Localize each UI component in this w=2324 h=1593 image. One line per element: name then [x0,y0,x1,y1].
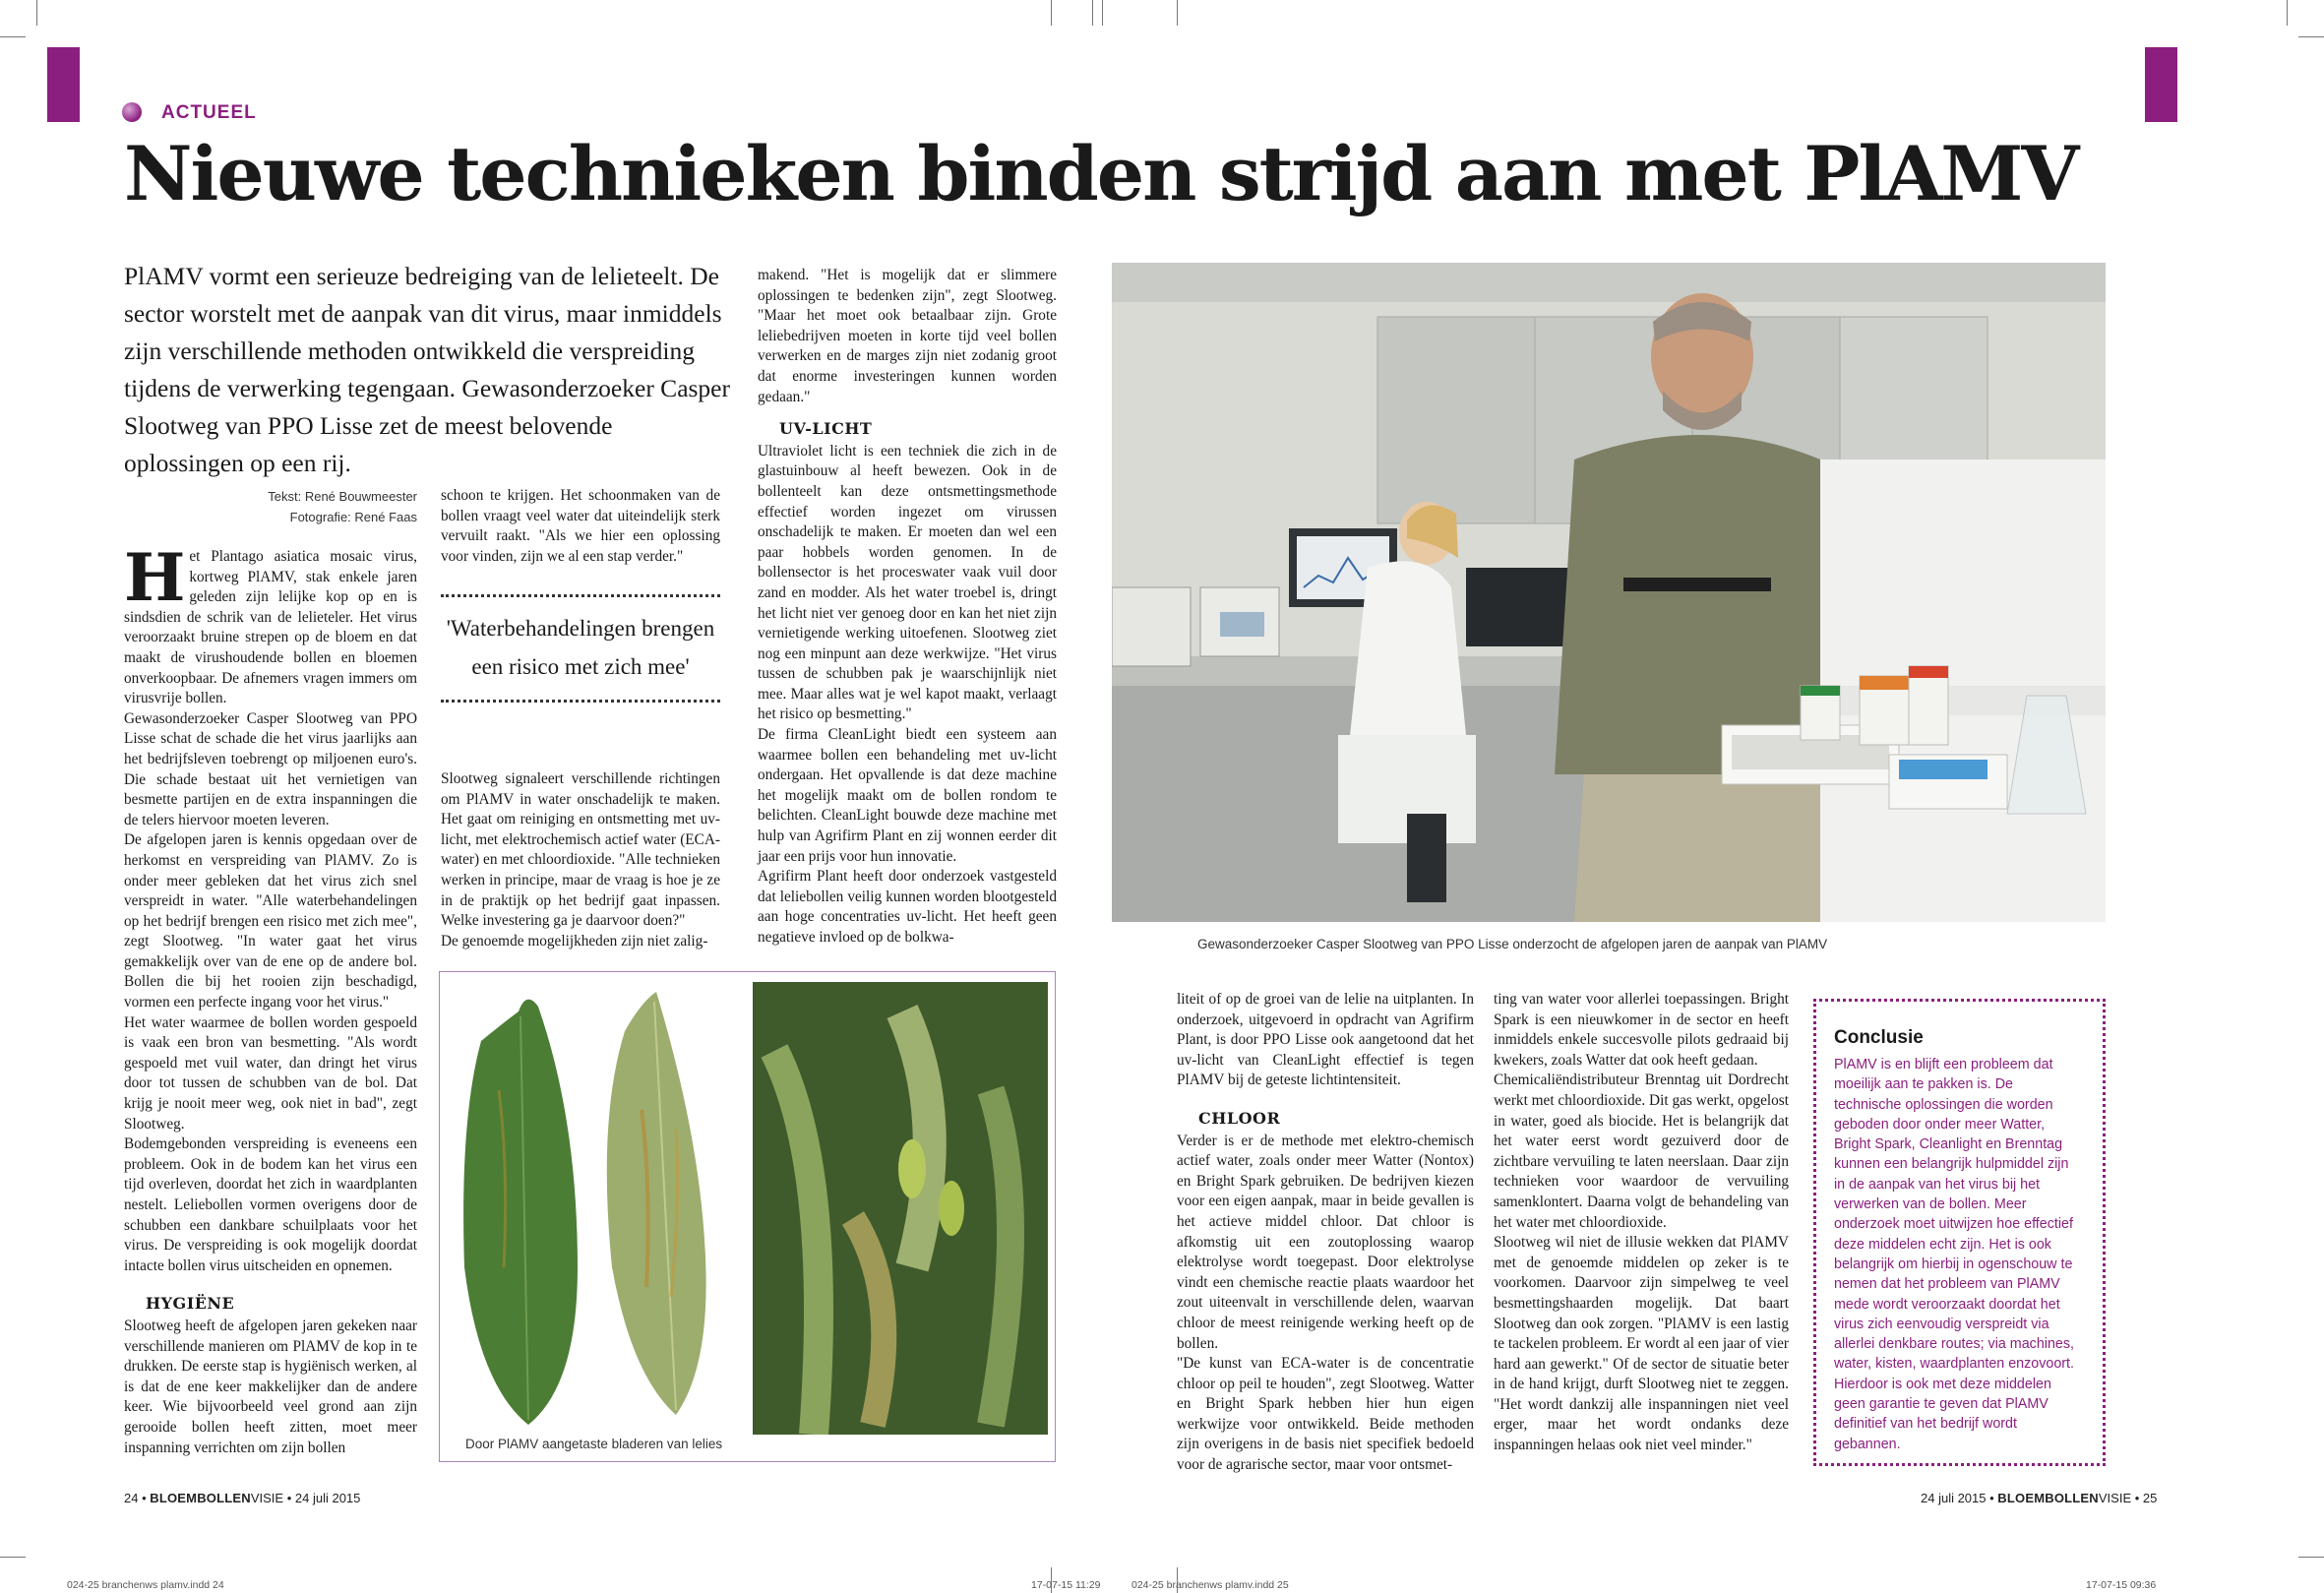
issue-date-right: 24 juli 2015 • [1921,1491,1994,1505]
crop-mark [1177,0,1178,26]
leaf-figure [439,971,1056,1462]
article-column-4 [1177,990,1474,1476]
section-label: ACTUEEL [161,102,257,123]
paragraph: ting van water voor allerlei toepassingen. Bright Spark is een nieuwkomer in de sector en heeft inmiddels enkele succesvolle pilots gedraaid bij kwekers, zoals Watter dat ook heeft gedaan. [1494,991,1789,1069]
paragraph: De genoemde mogelijkheden zijn niet zalig- [441,932,708,950]
issue-date-left: • 24 juli 2015 [286,1491,361,1505]
subheading-uv: UV-LICHT [779,419,873,439]
crop-mark [0,36,26,37]
slug-file-left: 024-25 branchenws plamv.indd 24 [67,1579,224,1591]
crop-mark [1051,0,1052,26]
article-column-2 [441,486,720,567]
paragraph: Chemicaliëndistributeur Brenntag uit Dordrecht werkt met chloordioxide. Dit gas werkt, opgelost in water, goed als biocide. Het is belangrijk dat het water eerst wordt gezuiverd door de zichtbare vervuiling te laten neerslaan. Daar zijn technieken voor waardoor de vervuiling samenklontert. Daarna volgt de behandeling van het water met chloordioxide. [1494,1072,1789,1231]
magazine-name-suffix: VISIE [2098,1491,2132,1505]
article-column-3 [758,266,1057,949]
crop-mark [36,0,37,26]
folio-right [1921,1491,2157,1505]
paragraph: liteit of op de groei van de lelie na uitplanten. In onderzoek, uitgevoerd in opdracht van Agrifirm Plant, is door PPO Lisse ook aangetoond dat het uv-licht van CleanLight effectief is tegen PlAMV bij de geteste lichtintensiteit. [1177,991,1474,1089]
accent-bar-right [2145,47,2177,122]
magazine-name: BLOEMBOLLEN [1997,1491,2099,1505]
accent-bar-left [47,47,80,122]
slug-file-right: 024-25 branchenws plamv.indd 25 [1131,1579,1289,1591]
paragraph: et Plantago asiatica mosaic virus, kortweg PlAMV, stak enkele jaren geleden zijn lelijke kop op en is sindsdien de schrik van de lelieteler. Het virus veroorzaakt bruine strepen op de bloem en dat maakt de virushoudende bollen en bloemen onverkoopbaar. De afnemers vragen immers om virusvrije bollen. [124,548,417,707]
paragraph: schoon te krijgen. Het schoonmaken van de bollen vraagt veel water dat uiteindelijk sterk vervuilt raakt. "Als we hier een oplossing voor vinden, zijn we al een stap verder." [441,487,720,565]
photo-caption: Gewasonderzoeker Casper Slootweg van PPO Lisse onderzocht de afgelopen jaren de aanpak van PlAMV [1197,937,1828,951]
paragraph: Slootweg heeft de afgelopen jaren gekeken naar verschillende manieren om PlAMV de kop in te drukken. De eerste stap is hygiënisch werken, al is dat de ene keer makkelijker dan de andere keer. Wie bijvoorbeeld veel grond aan zijn gerooide bollen heeft zitten, moet meer inspanning verrichten om zijn bollen [124,1317,417,1456]
page-number-left: 24 • [124,1491,147,1505]
subheading-chloor: CHLOOR [1198,1108,1281,1128]
bullet-icon [122,102,142,122]
paragraph: makend. "Het is mogelijk dat er slimmere oplossingen te bedenken zijn", zegt Slootweg. "Maar het moet ook betaalbaar zijn. Grote leliebedrijven moeten in korte tijd veel bollen verwerken en de marges zijn niet zodanig groot dat enorme investeringen kunnen worden gedaan." [758,267,1057,405]
paragraph: Slootweg signaleert verschillende richtingen om PlAMV in water onschadelijk te maken. Het gaat om reiniging en ontsmetting met uv-licht, met elektrochemisch actief water (ECA-water) en met chloordioxide. "Alle technieken werken in principe, maar de vraag is hoe je ze in de praktijk op het bedrijf gaat inpassen. Welke investering ga je daarvoor doen?" [441,770,720,930]
magazine-name-suffix: VISIE [250,1491,284,1505]
crop-mark [2287,0,2288,26]
subheading-hygiene: HYGIËNE [146,1294,235,1314]
lead-paragraph: PlAMV vormt een serieuze bedreiging van de lelieteelt. De sector worstelt met de aanpak van dit virus, maar inmiddels zijn verschillende methoden ontwikkeld die verspreiding tijdens de verwerking tegengaan. Gewasonderzoeker Casper Slootweg van PPO Lisse zet de meest belovende oplossingen op een rij. [124,262,730,477]
crop-mark [1092,0,1093,26]
slug-time-right: 17-07-15 09:36 [2086,1579,2157,1591]
credits [124,486,417,527]
crop-mark [0,1557,26,1558]
leaf-caption: Door PlAMV aangetaste bladeren van lelies [465,1437,723,1451]
paragraph: De afgelopen jaren is kennis opgedaan over de herkomst en verspreiding van PlAMV. Zo is onder meer gebleken dat het virus zich snel verspreidt in water. "Alle waterbehandelingen op het bedrijf brengen een risico met zich mee", zegt Slootweg. "In water gaat het virus gemakkelijk over van de ene op de andere bol. Bollen die bij het rooien zijn beschadigd, vormen een perfecte ingang voor het virus." [124,831,417,1011]
pull-quote: 'Waterbehandelingen brengen een risico met zich mee' [441,594,720,703]
paragraph: "De kunst van ECA-water is de concentratie chloor op peil te houden", zegt Slootweg. Watter en Bright Spark hebben hier hun eigen werkwijze voor ontwikkeld. Beide methoden zijn overigens in de basis niet specifiek bedoeld voor de agrarische sector, maar voor ontsmet- [1177,1355,1474,1474]
paragraph: Slootweg wil niet de illusie wekken dat PlAMV met de genoemde middelen op zeker is te voorkomen. Daarvoor zijn simpelweg te veel besmettingshaarden mogelijk. Dat baart Slootweg dan ook zorgen. "PlAMV is een lastig te tackelen probleem. Er wordt al een jaar of vier hard aan gewerkt." Of de sector de situatie beter in de hand krijgt, durft Slootweg niet te zeggen. "Het wordt dankzij alle inspanningen niet veel erger, maar het wordt ondanks deze inspanningen helaas ook niet veel minder." [1494,1234,1789,1454]
credit-photo: Fotografie: René Faas [289,510,417,524]
headline: Nieuwe technieken binden strijd aan met PlAMV [124,130,2078,217]
lab-photo [1112,263,2106,922]
magazine-name: BLOEMBOLLEN [150,1491,251,1505]
paragraph: Gewasonderzoeker Casper Slootweg van PPO Lisse schat de schade die het virus jaarlijks aan het bedrijfsleven toebrengt op miljoenen euro's. Die schade bestaat uit het vernietigen van besmette partijen en de extra inspanningen die de telers hiervoor moeten leveren. [124,709,417,828]
conclusion-box [1813,999,2106,1466]
article-column-1 [124,539,417,1458]
conclusion-text: PlAMV is en blijft een probleem dat moeilijk aan te pakken is. De technische oplossingen die worden geboden door onder meer Watter, Bright Spark, Cleanlight en Brenntag kunnen een belangrijk hulpmiddel zijn in de aanpak van het virus bij het verwerken van de bollen. Meer onderzoek moet uitwijzen hoe effectief deze middelen echt zijn. Het is ook belangrijk om hierbij in ogenschouw te nemen dat het probleem van PlAMV mede wordt veroorzaakt doordat het virus zich eenvoudig verspreidt via allerlei denkbare routes; via machines, water, kisten, waardplanten enzovoort. Hierdoor is ook met deze middelen geen garantie te geven dat PlAMV definitief van het bedrijf wordt gebannen. [1834,1057,2074,1452]
crop-mark [2298,1557,2324,1558]
paragraph: De firma CleanLight biedt een systeem aan waarmee bollen een behandeling met uv-licht ondergaan. Het opvallende is dat deze machine het mogelijk maakt om de bollen rondom te belichten. CleanLight bouwde deze machine met hulp van Agrifirm Plant en zij wonnen eerder dit jaar een prijs voor hun innovatie. [758,726,1057,865]
paragraph: Verder is er de methode met elektro-chemisch actief water, zoals onder meer Watter (Nontox) en Bright Spark gebruiken. De bedrijven kiezen voor een eigen aanpak, maar in beide gevallen is het actieve middel chloor. Dat chloor is afkomstig uit een zoutoplossing waarop elektrolyse wordt toegepast. Door elektrolyse vindt een chemische reactie plaats waardoor het zout uiteenvalt in verschillende delen, waarvan chloor de meest reinigende werking heeft op de bollen. [1177,1132,1474,1352]
crop-mark [1102,0,1103,26]
slug-time-left: 17-07-15 11:29 [1031,1579,1101,1591]
folio-left [124,1491,360,1505]
paragraph: Ultraviolet licht is een techniek die zich in de glastuinbouw al heeft bewezen. Ook in de bollenteelt kan deze ontsmettingsmethode effectief worden ingezet om virussen onschadelijk te maken. Er moeten dan wel een paar hobbels worden genomen. In de bollensector is het proceswater vaak vuil door zand en modder. Als het water troebel is, dringt het licht niet ver genoeg door en kan het niet zijn vernietigende werking uitoefenen. Slootweg ziet nog een minpunt aan deze werkwijze. "Het virus tussen de schubben pak je waarschijnlijk niet mee. Maar alles wat je wel kapot maakt, verlaagt het risico op besmetting." [758,442,1057,723]
article-column-5 [1494,990,1789,1456]
page-number-right: • 25 [2134,1491,2158,1505]
crop-mark [2298,36,2324,37]
paragraph: Agrifirm Plant heeft door onderzoek vastgesteld dat leliebollen veilig kunnen worden blootgesteld aan hoge concentraties uv-licht. Het heeft geen negatieve invloed op de bolkwa- [758,868,1057,946]
article-column-2b [441,769,720,951]
conclusion-title: Conclusie [1834,1027,1924,1048]
credit-text: Tekst: René Bouwmeester [268,489,417,504]
paragraph: Bodemgebonden verspreiding is eveneens een probleem. Ook in de bodem kan het virus een tijd overleven, doordat het zich in waardplanten nestelt. Leliebollen vormen overigens door de schubben een dankbare schuilplaats voor het virus. De verspreiding is ook mogelijk doordat intacte bollen virus uitscheiden en opnemen. [124,1135,417,1274]
drop-cap: H [124,539,186,616]
paragraph: Het water waarmee de bollen worden gespoeld is vaak een bron van besmetting. "Als wordt gespoeld met vuil water, dan dringt het virus door tot tussen de schubben van de bol. Dat krijg je nooit meer weg, ook niet in bad", zegt Slootweg. [124,1013,417,1133]
